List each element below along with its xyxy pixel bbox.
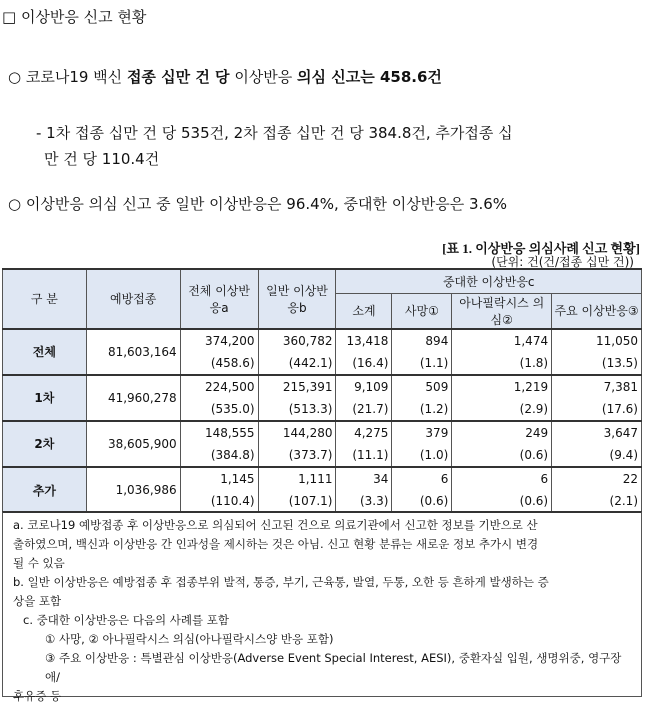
- row-label: 전체: [3, 329, 87, 375]
- cell-count: 7,381: [552, 375, 642, 399]
- cell-count: 360,782: [258, 329, 336, 353]
- footnotes: [2, 511, 642, 703]
- footnote-line: 후유증 등: [13, 689, 62, 703]
- cell-rate: (21.7): [336, 399, 392, 421]
- header-major: 주요 이상반응③: [552, 293, 642, 329]
- footnote-line: a. 코로나19 예방접종 후 이상반응으로 의심되어 신고된 건으로 의료기관에서 신고한 정보를 기반으로 산: [13, 518, 538, 532]
- header-group: 구 분: [3, 269, 87, 329]
- footnote-line: b. 일반 이상반응은 예방접종 후 접종부위 발적, 통증, 부기, 근육통, 발열, 두통, 오한 등 흔하게 발생하는 증: [13, 575, 549, 589]
- section-title: □ 이상반응 신고 현황: [2, 8, 147, 26]
- adverse-event-table: [2, 268, 642, 513]
- row-label: 1차: [3, 375, 87, 421]
- cell-count: 1,219: [452, 375, 552, 399]
- bullet-text: ○ 코로나19 백신: [8, 68, 127, 86]
- row-label: 2차: [3, 421, 87, 467]
- table-caption: [표 1. 이상반응 의심사례 신고 현황]: [442, 241, 640, 256]
- cell-count: 11,050: [552, 329, 642, 353]
- cell-rate: (16.4): [336, 353, 392, 375]
- cell-rate: (107.1): [258, 491, 336, 513]
- cell-count: 4,275: [336, 421, 392, 445]
- cell-count: 9,109: [336, 375, 392, 399]
- cell-count: 148,555: [180, 421, 258, 445]
- cell-count: 379: [392, 421, 452, 445]
- cell-rate: (0.6): [452, 491, 552, 513]
- cell-rate: (0.6): [392, 491, 452, 513]
- cell-rate: (3.3): [336, 491, 392, 513]
- cell-rate: (110.4): [180, 491, 258, 513]
- vaccination-count: 41,960,278: [86, 375, 180, 421]
- table-row: [3, 329, 642, 353]
- header-total: 전체 이상반응a: [180, 269, 258, 329]
- footnote-line: 출하였으며, 백신과 이상반응 간 인과성을 제시하는 것은 아님. 신고 현황 분류는 새로운 정보 추가시 변경: [13, 537, 539, 551]
- header-general: 일반 이상반응b: [258, 269, 336, 329]
- cell-rate: (1.8): [452, 353, 552, 375]
- cell-count: 1,474: [452, 329, 552, 353]
- cell-rate: (442.1): [258, 353, 336, 375]
- cell-rate: (384.8): [180, 445, 258, 467]
- header-death: 사망①: [392, 293, 452, 329]
- vaccination-count: 1,036,986: [86, 467, 180, 513]
- cell-count: 224,500: [180, 375, 258, 399]
- table-row: [3, 467, 642, 491]
- cell-count: 1,145: [180, 467, 258, 491]
- footnote-line: 상을 포함: [13, 594, 62, 608]
- cell-count: 3,647: [552, 421, 642, 445]
- row-label: 추가: [3, 467, 87, 513]
- cell-count: 13,418: [336, 329, 392, 353]
- cell-count: 1,111: [258, 467, 336, 491]
- cell-rate: (535.0): [180, 399, 258, 421]
- vaccination-count: 81,603,164: [86, 329, 180, 375]
- cell-rate: (0.6): [452, 445, 552, 467]
- cell-rate: (513.3): [258, 399, 336, 421]
- header-anaphylaxis: 아나필락시스 의심②: [452, 293, 552, 329]
- cell-count: 374,200: [180, 329, 258, 353]
- cell-rate: (11.1): [336, 445, 392, 467]
- cell-count: 6: [392, 467, 452, 491]
- cell-rate: (9.4): [552, 445, 642, 467]
- cell-rate: (1.1): [392, 353, 452, 375]
- header-subtotal: 소계: [336, 293, 392, 329]
- table-unit: (단위: 건(건/접종 십만 건)): [491, 255, 634, 269]
- table-row: [3, 375, 642, 399]
- bullet-dose-detail: [36, 120, 636, 172]
- cell-count: 22: [552, 467, 642, 491]
- cell-rate: (373.7): [258, 445, 336, 467]
- header-vaccination: 예방접종: [86, 269, 180, 329]
- footnote-line: c. 중대한 이상반응은 다음의 사례를 포함: [23, 613, 229, 627]
- bullet-line: - 1차 접종 십만 건 당 535건, 2차 접종 십만 건 당 384.8건, 추가접종 십: [36, 124, 513, 142]
- bullet-bold: 의심 신고는 458.6건: [297, 68, 442, 86]
- cell-count: 144,280: [258, 421, 336, 445]
- header-serious: 중대한 이상반응c: [336, 269, 642, 293]
- bullet-summary: [8, 66, 442, 87]
- vaccination-count: 38,605,900: [86, 421, 180, 467]
- cell-rate: (458.6): [180, 353, 258, 375]
- cell-rate: (2.9): [452, 399, 552, 421]
- cell-count: 894: [392, 329, 452, 353]
- cell-rate: (2.1): [552, 491, 642, 513]
- cell-rate: (13.5): [552, 353, 642, 375]
- bullet-bold: 접종 십만 건 당: [126, 68, 230, 86]
- cell-rate: (1.2): [392, 399, 452, 421]
- cell-rate: (1.0): [392, 445, 452, 467]
- bullet-text: 이상반응: [229, 68, 298, 86]
- footnote-line: ③ 주요 이상반응 : 특별관심 이상반응(Adverse Event Special Interest, AESI), 중환자실 입원, 생명위중, 영구장애/: [45, 651, 622, 684]
- footnote-line: ① 사망, ② 아나필락시스 의심(아나필락시스양 반응 포함): [45, 632, 334, 646]
- bullet-line: 만 건 당 110.4건: [44, 150, 160, 168]
- cell-count: 6: [452, 467, 552, 491]
- bullet-ratio: ○ 이상반응 의심 신고 중 일반 이상반응은 96.4%, 중대한 이상반응은 3.6%: [8, 195, 508, 213]
- cell-count: 249: [452, 421, 552, 445]
- cell-rate: (17.6): [552, 399, 642, 421]
- cell-count: 34: [336, 467, 392, 491]
- footnote-line: 될 수 있음: [13, 556, 65, 570]
- cell-count: 509: [392, 375, 452, 399]
- table-row: [3, 421, 642, 445]
- cell-count: 215,391: [258, 375, 336, 399]
